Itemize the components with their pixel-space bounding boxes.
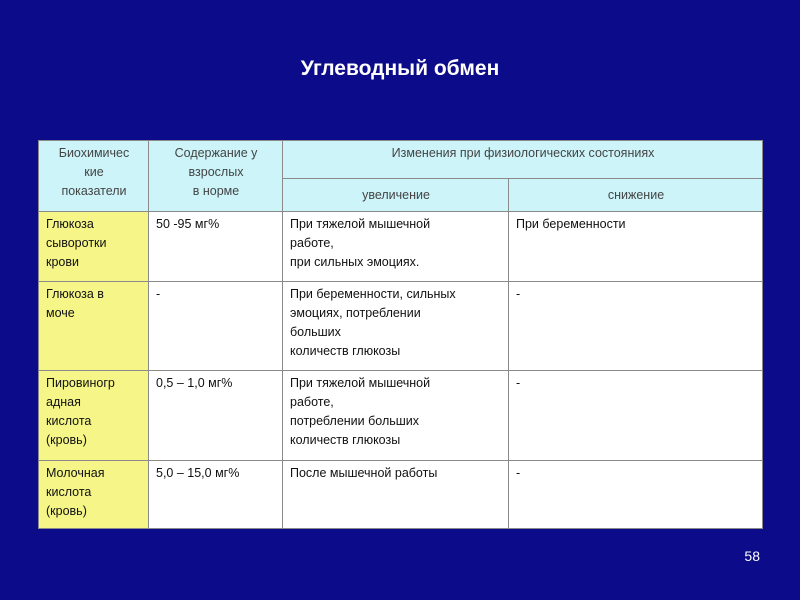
header-norm-line: Содержание у [174,146,258,160]
indicator-cell [39,371,149,461]
increase-line: При беременности, сильных [290,287,456,301]
indicator-line: кислота [46,414,92,428]
header-increase: увеличение [283,179,509,212]
norm-value: 0,5 – 1,0 мг% [156,376,233,390]
indicator-line: крови [46,255,79,269]
increase-line: эмоциях, потреблении [290,306,421,320]
indicator-line: моче [46,306,75,320]
decrease-cell [509,371,763,461]
indicator-line: (кровь) [46,433,87,447]
header-indicators-line: кие [84,165,104,179]
header-norm-line: взрослых [188,165,244,179]
norm-value: 5,0 – 15,0 мг% [156,466,240,480]
decrease-line: При беременности [516,217,626,231]
decrease-cell [509,461,763,529]
indicator-line: кислота [46,485,92,499]
increase-line: После мышечной работы [290,466,438,480]
increase-cell [283,371,509,461]
table-row [39,212,763,282]
header-norm-line: в норме [192,184,240,198]
norm-cell [149,461,283,529]
indicator-line: сыворотки [46,236,107,250]
increase-line: потреблении больших [290,414,420,428]
indicator-cell [39,212,149,282]
indicator-cell [39,282,149,371]
slide-title: Углеводный обмен [300,57,500,80]
indicator-line: Пировиногр [46,376,115,390]
table-row [39,371,763,461]
increase-line: количеств глюкозы [290,344,401,358]
decrease-line: - [516,466,521,480]
decrease-line: - [516,376,521,390]
increase-line: работе, [290,395,334,409]
page-number: 58 [744,548,760,564]
indicator-line: Глюкоза в [46,287,104,301]
header-indicators-line: показатели [61,184,127,198]
header-norm [149,141,283,212]
decrease-line: - [516,287,521,301]
header-indicators-line: Биохимичес [58,146,130,160]
header-decrease: снижение [509,179,763,212]
indicator-line: Глюкоза [46,217,94,231]
increase-line: при сильных эмоциях. [290,255,420,269]
norm-cell [149,212,283,282]
decrease-cell [509,212,763,282]
norm-value: - [156,287,161,301]
table-row [39,282,763,371]
header-indicators [39,141,149,212]
norm-value: 50 -95 мг% [156,217,220,231]
increase-line: При тяжелой мышечной [290,376,431,390]
increase-line: При тяжелой мышечной [290,217,431,231]
norm-cell [149,371,283,461]
increase-cell [283,461,509,529]
table-row [39,461,763,529]
indicator-cell [39,461,149,529]
increase-line: работе, [290,236,334,250]
indicator-line: (кровь) [46,504,87,518]
indicator-line: адная [46,395,81,409]
norm-cell [149,282,283,371]
indicator-line: Молочная [46,466,105,480]
carbohydrate-metabolism-table [38,140,763,529]
increase-cell [283,212,509,282]
increase-line: количеств глюкозы [290,433,401,447]
header-changes: Изменения при физиологических состояниях [283,141,763,179]
increase-cell [283,282,509,371]
decrease-cell [509,282,763,371]
increase-line: больших [290,325,341,339]
